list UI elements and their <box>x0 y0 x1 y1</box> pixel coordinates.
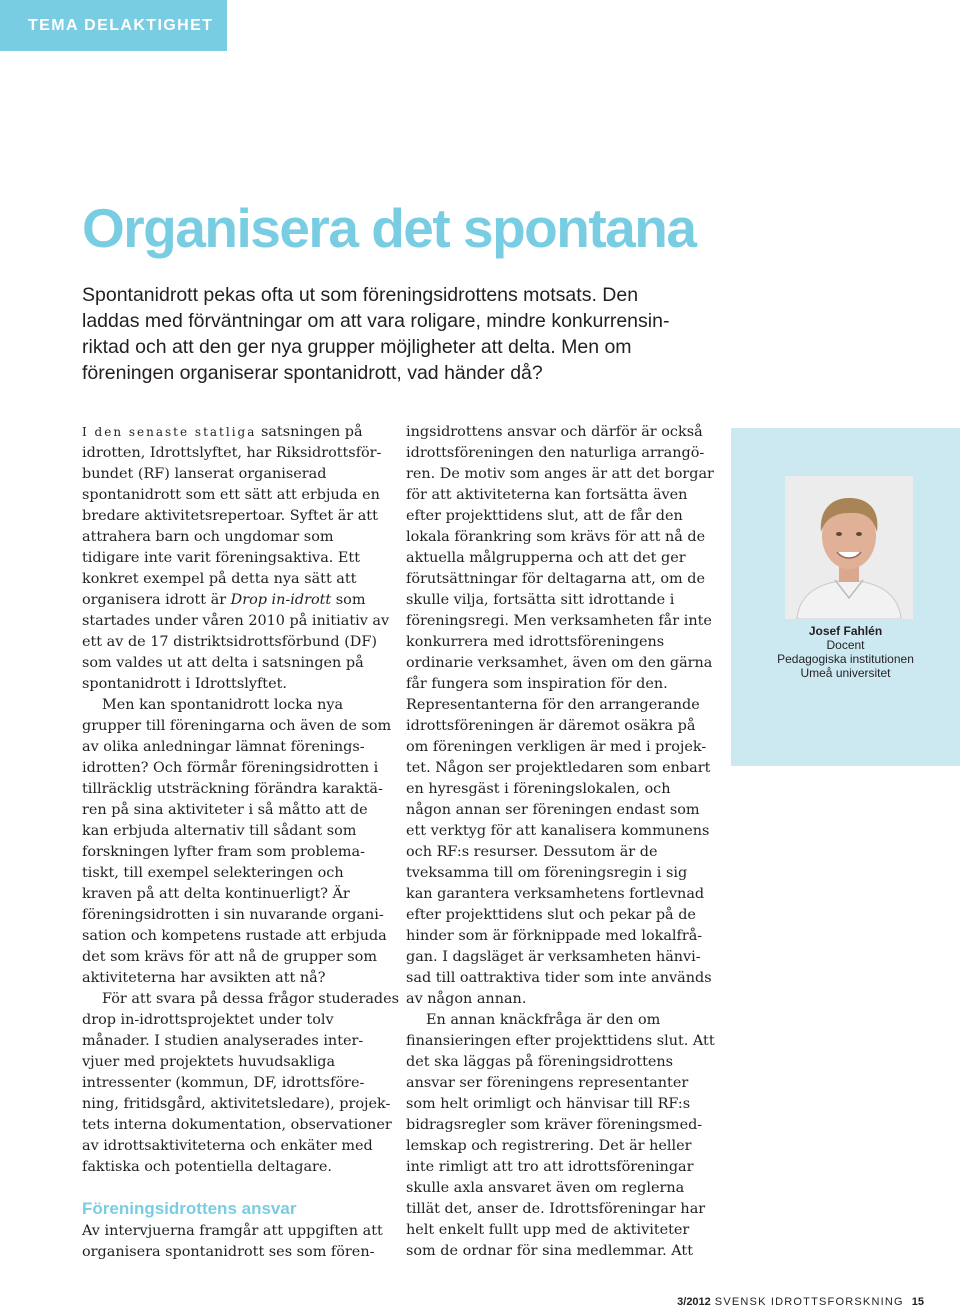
body-line: helt enkelt fullt upp med de aktiviteter <box>406 1222 690 1238</box>
body-line: lemskap och registrering. Det är heller <box>406 1138 692 1154</box>
body-line: Av intervjuerna framgår att uppgiften att <box>82 1223 383 1239</box>
body-line: och RF:s resurser. Dessutom är de <box>406 844 658 860</box>
body-line: Representanterna för den arrangerande <box>406 697 700 713</box>
paragraph <box>406 1010 736 1262</box>
body-line: inte rimligt att tro att idrottsföreningar <box>406 1159 694 1175</box>
body-line: organisera spontanidrott ses som fören- <box>82 1244 375 1260</box>
lead-line: laddas med förväntningar om att vara roligare, mindre konkurrensin- <box>82 310 670 332</box>
body-line: finansieringen efter projekttidens slut. Att <box>406 1033 715 1049</box>
body-line: någon annan ser föreningen endast som <box>406 802 700 818</box>
body-line: ren på sina aktiviteter i så måtto att de <box>82 802 368 818</box>
issue-number: 3/2012 <box>677 1296 711 1308</box>
body-line <box>82 422 412 443</box>
magazine-name: SVENSK IDROTTSFORSKNING <box>714 1296 904 1308</box>
body-line: grupper till föreningarna och även de som <box>82 718 392 734</box>
body-line: forskningen lyfter fram som problema- <box>82 844 365 860</box>
body-line: vjuer med projektets huvudsakliga <box>82 1054 336 1070</box>
body-line: idrottsföreningen den naturliga arrangö- <box>406 445 705 461</box>
section-tag: TEMA DELAKTIGHET <box>0 0 227 51</box>
author-department: Pedagogiska institutionen <box>777 652 914 666</box>
page-number: 15 <box>911 1296 924 1308</box>
body-line: intressenter (kommun, DF, idrottsföre- <box>82 1075 365 1091</box>
body-line: idrotten, Idrottslyftet, har Riksidrottsför- <box>82 445 382 461</box>
body-line: ordinarie verksamhet, även om den gärna <box>406 655 713 671</box>
body-line: skulle vilja, fortsätta sitt idrottande i <box>406 592 675 608</box>
author-university: Umeå universitet <box>800 666 891 680</box>
lead-line: föreningen organiserar spontanidrott, vad händer då? <box>82 362 543 384</box>
body-line: månader. I studien analyserades inter- <box>82 1033 364 1049</box>
body-line: kan garantera verksamhetens fortlevnad <box>406 886 705 902</box>
body-line: attrahera barn och ungdomar som <box>82 529 334 545</box>
lead-in-smallcaps: I den senaste statliga <box>82 425 257 439</box>
body-line: tillät det, anser de. Idrottsföreningar har <box>406 1201 706 1217</box>
body-line: tet. Någon ser projektledaren som enbart <box>406 760 711 776</box>
body-line: föreningsregi. Men verksamheten får inte <box>406 613 712 629</box>
body-line: idrottsföreningen är däremot osäkra på <box>406 718 696 734</box>
article-lead <box>82 282 722 386</box>
body-line: tveksamma till om föreningsregin i sig <box>406 865 688 881</box>
author-title: Docent <box>826 638 865 652</box>
body-line: spontanidrott som ett sätt att erbjuda en <box>82 487 380 503</box>
lead-line: Spontanidrott pekas ofta ut som föreningsidrottens motsats. Den <box>82 284 639 306</box>
body-line: En annan knäckfråga är den om <box>426 1012 661 1028</box>
paragraph <box>82 422 412 695</box>
body-line: som valdes ut att delta i satsningen på <box>82 655 364 671</box>
body-line: en hyresgäst i föreningslokalen, och <box>406 781 671 797</box>
subheading: Föreningsidrottens ansvar <box>82 1199 297 1218</box>
body-line: idrotten? Och förmår föreningsidrotten i <box>82 760 379 776</box>
body-line: hinder som är förknippade med lokalfrå- <box>406 928 703 944</box>
paragraph <box>82 1221 412 1263</box>
body-line: faktiska och potentiella deltagare. <box>82 1159 332 1175</box>
body-line: aktuella målgrupperna och att det ger <box>406 550 686 566</box>
body-line: sation och kompetens rustade att erbjuda <box>82 928 387 944</box>
portrait-image <box>785 476 913 619</box>
body-line: efter projekttidens slut och pekar på de <box>406 907 696 923</box>
body-line: konkret exempel på detta nya sätt att <box>82 571 357 587</box>
body-line: om föreningen verkligen är med i projek- <box>406 739 707 755</box>
article-title: Organisera det spontana <box>82 197 696 259</box>
body-line: sad till oattraktiva tider som inte används <box>406 970 712 986</box>
author-credit <box>731 624 960 680</box>
body-line: av någon annan. <box>406 991 527 1007</box>
body-line: av idrottsaktiviteterna och enkäter med <box>82 1138 373 1154</box>
body-line: Men kan spontanidrott locka nya <box>102 697 344 713</box>
body-line: lokala förankring som krävs för att nå de <box>406 529 706 545</box>
body-line: aktiviteterna har avsikten att nå? <box>82 970 326 986</box>
paragraph <box>82 695 412 989</box>
paragraph <box>82 989 412 1178</box>
body-line: ning, fritidsgård, aktivitetsledare), projek- <box>82 1096 391 1112</box>
body-line: tets interna dokumentation, observationer <box>82 1117 392 1133</box>
body-line: skulle axla ansvaret även om reglerna <box>406 1180 685 1196</box>
body-line: spontanidrott i Idrottslyftet. <box>82 676 287 692</box>
page-footer <box>677 1296 924 1308</box>
body-line: det ska läggas på föreningsidrottens <box>406 1054 674 1070</box>
body-line: ingsidrottens ansvar och därför är också <box>406 424 703 440</box>
author-photo <box>785 476 913 619</box>
body-line: konkurrera med idrottsföreningens <box>406 634 665 650</box>
body-line: drop in-idrottsprojektet under tolv <box>82 1012 334 1028</box>
body-line: får fungera som inspiration för den. <box>406 676 668 692</box>
body-line: bundet (RF) lanserat organiserad <box>82 466 327 482</box>
body-line-text: satsningen på <box>256 424 363 440</box>
body-line: bredare aktivitetsrepertoar. Syftet är att <box>82 508 378 524</box>
body-line-text: som <box>331 592 366 608</box>
body-line: det som krävs för att nå de grupper som <box>82 949 377 965</box>
body-line: ett verktyg för att kanalisera kommunens <box>406 823 710 839</box>
body-line: efter projekttidens slut, att de får den <box>406 508 683 524</box>
body-line: föreningsidrotten i sin nuvarande organi- <box>82 907 384 923</box>
body-line: förutsättningar för deltagarna att, om de <box>406 571 705 587</box>
body-line: bidragsregler som kräver föreningsmed- <box>406 1117 703 1133</box>
body-column-right <box>406 422 736 1262</box>
body-line: tiskt, till exempel selekteringen och <box>82 865 344 881</box>
body-line: ren. De motiv som anges är att det borgar <box>406 466 714 482</box>
body-line <box>82 590 412 611</box>
body-line: startades under våren 2010 på initiativ av <box>82 613 390 629</box>
author-box <box>731 428 960 766</box>
body-column-left <box>82 422 412 1263</box>
body-line: av olika anledningar lämnat förenings- <box>82 739 365 755</box>
body-line: som helt orimligt och hänvisar till RF:s <box>406 1096 691 1112</box>
body-line: kan erbjuda alternativ till sådant som <box>82 823 357 839</box>
body-line: För att svara på dessa frågor studerades <box>102 991 400 1007</box>
body-line: tidigare inte varit föreningsaktiva. Ett <box>82 550 360 566</box>
italic-term: Drop in-idrott <box>230 592 332 608</box>
author-name: Josef Fahlén <box>808 624 883 638</box>
body-line: ansvar ser föreningens representanter <box>406 1075 689 1091</box>
paragraph <box>406 422 736 1010</box>
body-line: ett av de 17 distriktsidrottsförbund (DF) <box>82 634 377 650</box>
body-line: tillräcklig utsträckning förändra karaktä- <box>82 781 383 797</box>
body-line: kraven på att delta kontinuerligt? Är <box>82 886 350 902</box>
body-line: gan. I dagsläget är verksamheten hänvi- <box>406 949 701 965</box>
body-line: som de ordnar för sina medlemmar. Att <box>406 1243 693 1259</box>
body-line-text: organisera idrott är <box>82 592 231 608</box>
body-line: för att aktiviteterna kan fortsätta även <box>406 487 688 503</box>
lead-line: riktad och att den ger nya grupper möjligheter att delta. Men om <box>82 336 632 358</box>
